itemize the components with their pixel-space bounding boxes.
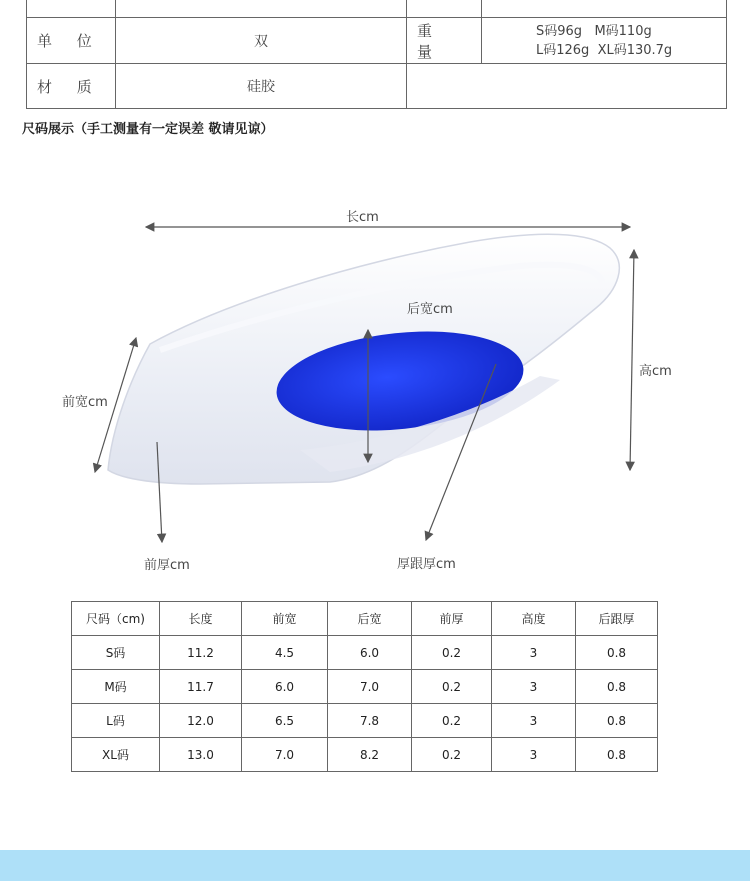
cell-heel-thickness: 0.8 xyxy=(576,670,658,704)
header-front-width: 前宽 xyxy=(242,602,328,636)
label-back-width: 后宽cm xyxy=(407,302,453,317)
weight-line-2: L码126g XL码130.7g xyxy=(536,42,673,58)
table-row xyxy=(72,704,658,738)
cell-front-width: 7.0 xyxy=(242,738,328,772)
cell-back-width: 7.0 xyxy=(328,670,412,704)
spec-empty-cell xyxy=(407,64,727,109)
insole-illustration xyxy=(0,180,750,590)
cell-height: 3 xyxy=(492,704,576,738)
cell-back-width: 8.2 xyxy=(328,738,412,772)
size-table-header xyxy=(72,602,658,636)
height-arrow xyxy=(630,250,634,470)
cell-heel-thickness: 0.8 xyxy=(576,636,658,670)
cell-length: 11.2 xyxy=(160,636,242,670)
cell-size: S码 xyxy=(72,636,160,670)
spec-label-weight: 重 量 xyxy=(407,18,482,64)
cell-front-thickness: 0.2 xyxy=(412,704,492,738)
cell-front-width: 4.5 xyxy=(242,636,328,670)
label-front-width: 前宽cm xyxy=(62,395,108,410)
spec-table xyxy=(26,0,727,109)
header-back-width: 后宽 xyxy=(328,602,412,636)
label-heel-thickness: 厚跟厚cm xyxy=(397,557,456,572)
header-size: 尺码（cm) xyxy=(72,602,160,636)
cell-front-width: 6.0 xyxy=(242,670,328,704)
cell-length: 13.0 xyxy=(160,738,242,772)
label-front-thickness: 前厚cm xyxy=(144,558,190,573)
section-title: 尺码展示（手工测量有一定误差 敬请见谅） xyxy=(22,122,274,137)
cell-front-thickness: 0.2 xyxy=(412,636,492,670)
spec-label-material: 材 质 xyxy=(27,64,116,109)
spec-label-unit: 单 位 xyxy=(27,18,116,64)
spec-label-color xyxy=(407,0,482,18)
header-height: 高度 xyxy=(492,602,576,636)
cell-height: 3 xyxy=(492,738,576,772)
cell-heel-thickness: 0.8 xyxy=(576,738,658,772)
spec-value-color xyxy=(482,0,727,18)
label-height: 高cm xyxy=(639,364,672,379)
spec-row-material xyxy=(27,64,727,109)
cell-size: M码 xyxy=(72,670,160,704)
cell-height: 3 xyxy=(492,670,576,704)
spec-value-material: 硅胶 xyxy=(116,64,407,109)
cell-length: 12.0 xyxy=(160,704,242,738)
spec-value-size xyxy=(116,0,407,18)
label-length: 长cm xyxy=(346,210,379,225)
spec-value-weight xyxy=(482,18,727,64)
size-table xyxy=(71,601,658,772)
cell-heel-thickness: 0.8 xyxy=(576,704,658,738)
cell-back-width: 7.8 xyxy=(328,704,412,738)
cell-front-thickness: 0.2 xyxy=(412,670,492,704)
cell-front-width: 6.5 xyxy=(242,704,328,738)
cell-size: L码 xyxy=(72,704,160,738)
header-length: 长度 xyxy=(160,602,242,636)
bottom-color-band xyxy=(0,850,750,881)
weight-line-1: S码96g M码110g xyxy=(536,23,652,39)
table-row xyxy=(72,636,658,670)
table-row xyxy=(72,670,658,704)
cell-length: 11.7 xyxy=(160,670,242,704)
header-heel-thickness: 后跟厚 xyxy=(576,602,658,636)
spec-row-unit xyxy=(27,18,727,64)
cell-front-thickness: 0.2 xyxy=(412,738,492,772)
dimension-diagram xyxy=(0,180,750,590)
cell-height: 3 xyxy=(492,636,576,670)
header-front-thickness: 前厚 xyxy=(412,602,492,636)
spec-row-size xyxy=(27,0,727,18)
spec-label-size xyxy=(27,0,116,18)
spec-value-unit: 双 xyxy=(116,18,407,64)
cell-back-width: 6.0 xyxy=(328,636,412,670)
cell-size: XL码 xyxy=(72,738,160,772)
table-row xyxy=(72,738,658,772)
